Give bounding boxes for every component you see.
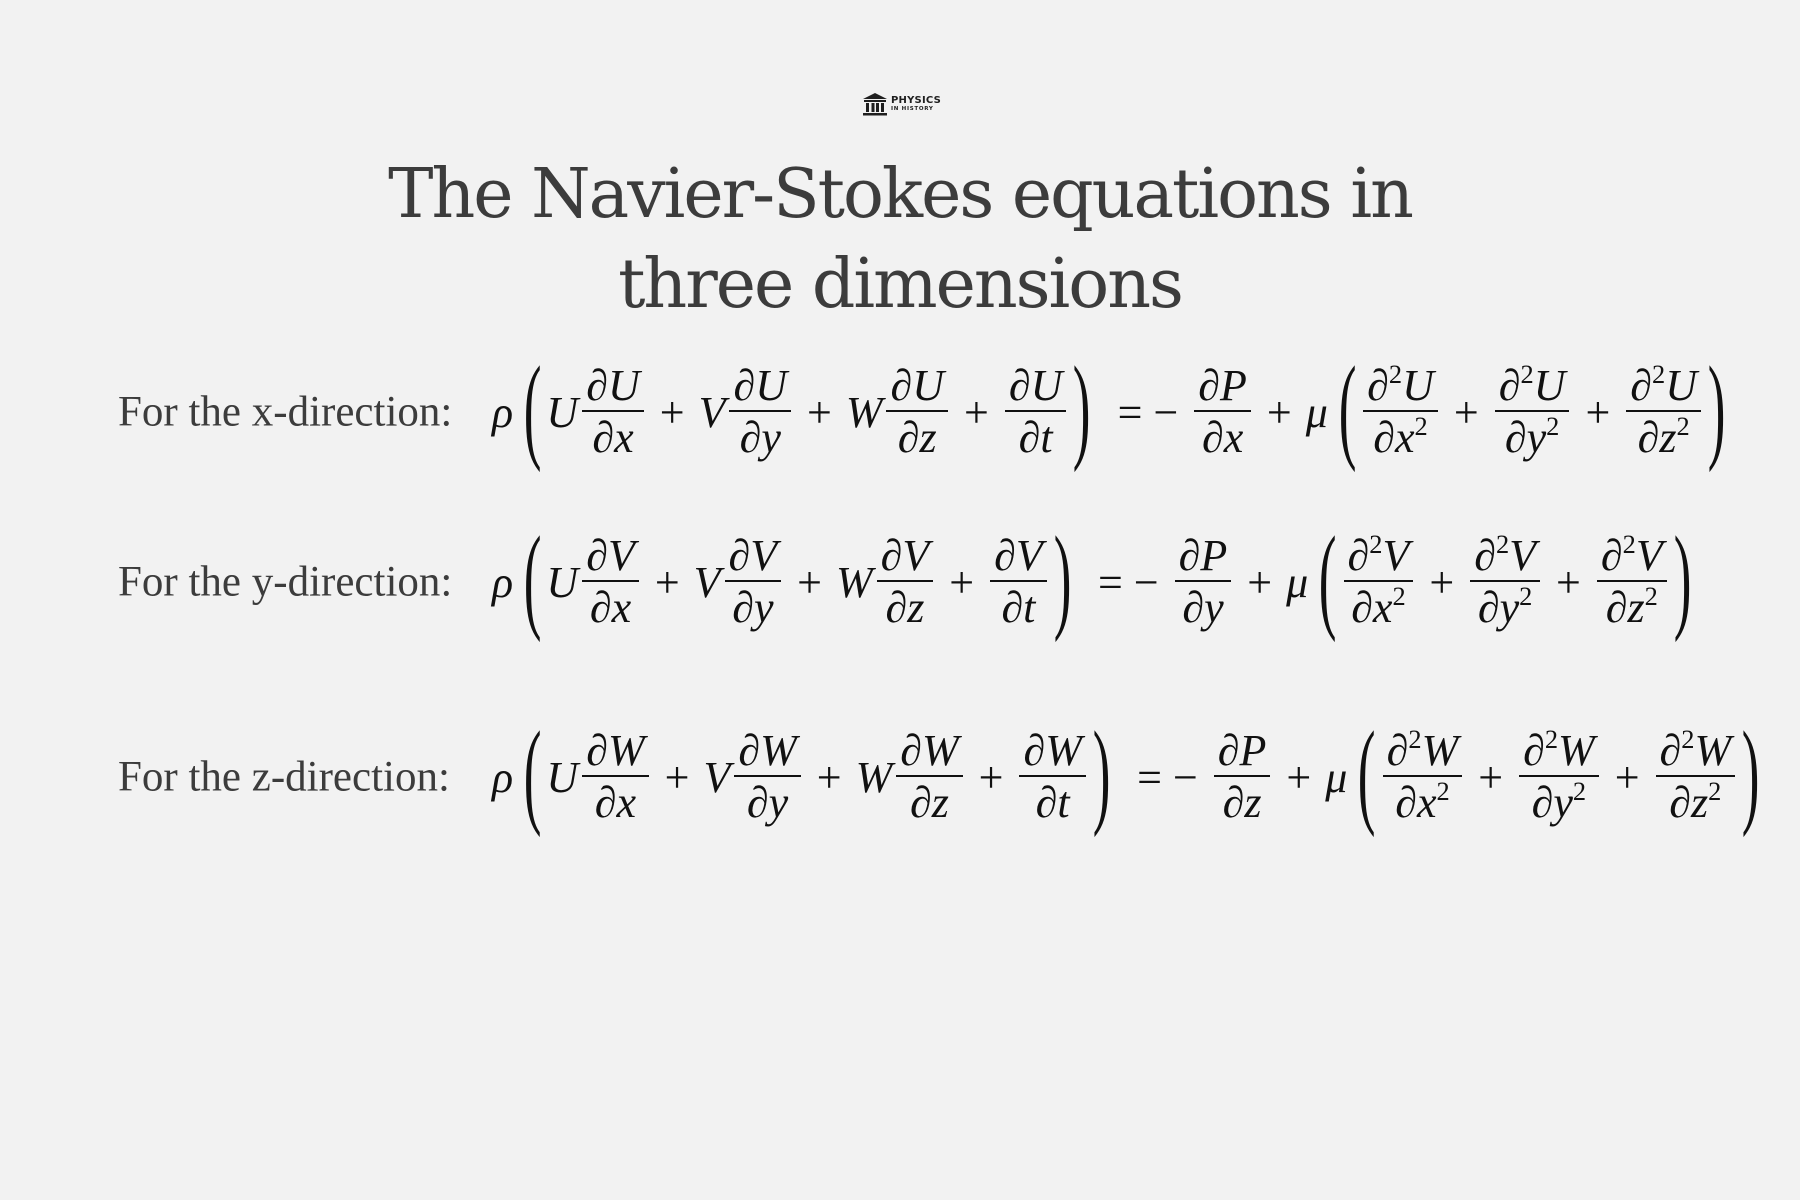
exponent: 2 xyxy=(1388,358,1403,389)
fraction-denominator: ∂y xyxy=(732,583,774,632)
fraction-numerator xyxy=(1363,358,1438,412)
fraction-denominator: ∂t xyxy=(1018,413,1053,462)
velocity-variable: U xyxy=(1665,360,1697,410)
partial-symbol: ∂ xyxy=(1386,725,1409,775)
fraction-numerator: ∂U xyxy=(582,363,644,412)
plus-sign: + xyxy=(816,752,842,802)
partial-variable: ∂z xyxy=(1669,778,1709,827)
partial-symbol: ∂ xyxy=(1367,360,1389,410)
fraction-numerator: ∂W xyxy=(734,728,800,777)
fraction-denominator: ∂z xyxy=(897,413,937,462)
right-paren: ) xyxy=(1073,342,1091,473)
second-derivative-fraction xyxy=(1519,723,1599,827)
velocity-variable: V xyxy=(1382,530,1410,580)
fraction-denominator: ∂t xyxy=(1001,583,1036,632)
derivative-fraction xyxy=(725,530,782,632)
viscosity-symbol: μ xyxy=(1305,387,1328,437)
derivative-fraction xyxy=(729,360,791,462)
fraction-denominator: ∂x xyxy=(592,413,634,462)
fraction-numerator: ∂W xyxy=(896,728,962,777)
left-paren: ( xyxy=(1319,512,1337,643)
plus-sign: + xyxy=(1478,752,1504,802)
velocity-variable: W xyxy=(1421,725,1459,775)
right-paren: ) xyxy=(1053,512,1072,643)
exponent: 2 xyxy=(1436,775,1450,806)
viscous-terms xyxy=(1342,528,1669,632)
plus-sign: + xyxy=(949,557,975,607)
partial-symbol: ∂ xyxy=(1498,360,1521,410)
fraction-denominator: ∂z xyxy=(1222,778,1262,827)
exponent: 2 xyxy=(1546,410,1560,441)
fraction-numerator: ∂P xyxy=(1214,728,1271,777)
exponent: 2 xyxy=(1392,580,1406,611)
exponent: 2 xyxy=(1544,723,1559,754)
equation-row xyxy=(0,707,1800,838)
fraction-numerator: ∂W xyxy=(582,728,648,777)
exponent: 2 xyxy=(1572,775,1587,806)
viscosity-symbol: μ xyxy=(1286,557,1309,607)
fraction-numerator: ∂V xyxy=(990,533,1047,582)
velocity-variable: W xyxy=(1558,725,1595,775)
fraction-denominator xyxy=(1474,582,1536,631)
convective-terms xyxy=(546,360,1068,462)
derivative-fraction xyxy=(990,530,1047,632)
velocity-coefficient: U xyxy=(546,557,579,607)
second-derivative-fraction xyxy=(1626,358,1701,462)
fraction-numerator xyxy=(1344,528,1414,582)
derivative-fraction xyxy=(1019,725,1085,827)
exponent: 2 xyxy=(1622,528,1636,559)
fraction-denominator xyxy=(1391,777,1453,826)
velocity-coefficient: V xyxy=(693,557,721,607)
derivative-fraction xyxy=(877,530,934,632)
second-derivative-fraction xyxy=(1656,723,1736,827)
right-paren: ) xyxy=(1092,707,1111,838)
partial-symbol: ∂ xyxy=(1474,530,1496,580)
partial-symbol: ∂ xyxy=(1347,530,1370,580)
second-derivative-fraction xyxy=(1495,358,1570,462)
plus-sign: + xyxy=(654,557,680,607)
fraction-numerator: ∂U xyxy=(886,363,948,412)
plus-sign: + xyxy=(978,752,1004,802)
velocity-variable: V xyxy=(1635,530,1663,580)
density-symbol: ρ xyxy=(492,752,514,802)
pressure-gradient-fraction xyxy=(1175,530,1232,632)
partial-variable: ∂y xyxy=(1504,413,1547,462)
museum-building-icon xyxy=(862,92,888,116)
density-symbol: ρ xyxy=(492,557,514,607)
right-paren: ) xyxy=(1673,512,1692,643)
fraction-denominator xyxy=(1602,582,1662,631)
fraction-numerator xyxy=(1495,358,1570,412)
exponent: 2 xyxy=(1369,528,1383,559)
velocity-coefficient: U xyxy=(546,387,579,437)
plus-sign: + xyxy=(806,387,832,437)
fraction-denominator xyxy=(1501,412,1563,461)
velocity-coefficient: W xyxy=(836,557,873,607)
right-paren: ) xyxy=(1707,342,1726,473)
equals-sign: = − xyxy=(1137,752,1198,802)
logo-line-2: IN HISTORY xyxy=(891,105,934,112)
velocity-coefficient: W xyxy=(845,387,883,437)
partial-variable: ∂x xyxy=(1373,413,1415,462)
fraction-denominator: ∂z xyxy=(885,583,925,632)
fraction-numerator: ∂U xyxy=(729,363,791,412)
exponent: 2 xyxy=(1652,358,1666,389)
second-derivative-fraction xyxy=(1597,528,1667,632)
fraction-denominator: ∂t xyxy=(1035,778,1070,827)
fraction-denominator: ∂z xyxy=(909,778,949,827)
fraction-denominator: ∂y xyxy=(746,778,789,827)
plus-sign: + xyxy=(664,752,690,802)
plus-sign: + xyxy=(797,557,822,607)
plus-sign: + xyxy=(1614,752,1640,802)
exponent: 2 xyxy=(1676,410,1690,441)
equals-sign: = − xyxy=(1098,557,1159,607)
equation-row xyxy=(0,512,1800,643)
viscous-terms xyxy=(1361,358,1703,462)
equation-formula xyxy=(492,342,1730,473)
exponent: 2 xyxy=(1408,723,1422,754)
fraction-denominator: ∂y xyxy=(739,413,781,462)
partial-variable: ∂y xyxy=(1477,583,1520,632)
plus-sign: + xyxy=(1556,557,1581,607)
partial-variable: ∂x xyxy=(1395,778,1437,827)
logo-line-1: PHYSICS xyxy=(891,94,941,106)
viscosity-symbol: μ xyxy=(1325,752,1348,802)
viscous-terms xyxy=(1381,723,1737,827)
fraction-numerator xyxy=(1470,528,1540,582)
derivative-fraction xyxy=(582,530,639,632)
fraction-numerator xyxy=(1383,723,1463,777)
equation-row xyxy=(0,342,1800,473)
partial-symbol: ∂ xyxy=(1600,530,1623,580)
fraction-numerator: ∂V xyxy=(582,533,639,582)
logo-wordmark xyxy=(891,96,941,113)
exponent: 2 xyxy=(1519,580,1533,611)
second-derivative-fraction xyxy=(1383,723,1463,827)
physics-in-history-logo xyxy=(862,92,941,116)
exponent: 2 xyxy=(1495,528,1510,559)
velocity-coefficient: U xyxy=(546,752,579,802)
second-derivative-fraction xyxy=(1470,528,1540,632)
plus-sign: + xyxy=(1429,557,1455,607)
exponent: 2 xyxy=(1644,580,1658,611)
fraction-denominator xyxy=(1634,412,1694,461)
velocity-variable: U xyxy=(1533,360,1566,410)
plus-sign: + xyxy=(1453,387,1479,437)
exponent: 2 xyxy=(1681,723,1695,754)
exponent: 2 xyxy=(1520,358,1534,389)
right-paren: ) xyxy=(1741,707,1760,838)
plus-sign: + xyxy=(1286,752,1312,802)
velocity-coefficient: V xyxy=(703,752,731,802)
plus-sign: + xyxy=(659,387,685,437)
left-paren: ( xyxy=(523,512,542,643)
left-paren: ( xyxy=(523,342,542,473)
fraction-denominator: ∂x xyxy=(594,778,637,827)
left-paren: ( xyxy=(1338,342,1357,473)
exponent: 2 xyxy=(1708,775,1722,806)
fraction-numerator xyxy=(1519,723,1599,777)
exponent: 2 xyxy=(1414,410,1428,441)
equals-sign: = − xyxy=(1117,387,1179,437)
fraction-denominator: ∂y xyxy=(1182,583,1224,632)
derivative-fraction xyxy=(896,725,962,827)
partial-variable: ∂y xyxy=(1531,778,1573,827)
fraction-numerator xyxy=(1656,723,1736,777)
equation-label: For the y-direction: xyxy=(118,558,453,606)
fraction-denominator: ∂x xyxy=(589,583,632,632)
fraction-numerator xyxy=(1597,528,1667,582)
pressure-gradient-fraction xyxy=(1214,725,1271,827)
velocity-variable: W xyxy=(1694,725,1732,775)
derivative-fraction xyxy=(1005,360,1067,462)
derivative-fraction xyxy=(734,725,800,827)
fraction-numerator xyxy=(1626,358,1701,412)
equation-formula xyxy=(492,512,1696,643)
fraction-numerator: ∂V xyxy=(877,533,934,582)
fraction-denominator xyxy=(1665,777,1725,826)
plus-sign: + xyxy=(1266,387,1292,437)
page-title: The Navier-Stokes equations in three dimensions xyxy=(388,155,1412,324)
plus-sign: + xyxy=(1247,557,1273,607)
fraction-numerator: ∂P xyxy=(1175,533,1232,582)
partial-symbol: ∂ xyxy=(1523,725,1545,775)
fraction-numerator: ∂W xyxy=(1019,728,1085,777)
left-paren: ( xyxy=(1358,707,1376,838)
derivative-fraction xyxy=(886,360,948,462)
second-derivative-fraction xyxy=(1363,358,1438,462)
convective-terms xyxy=(546,725,1087,827)
equation-label: For the z-direction: xyxy=(118,753,450,801)
fraction-numerator: ∂V xyxy=(725,533,782,582)
partial-variable: ∂z xyxy=(1605,583,1645,632)
fraction-numerator: ∂P xyxy=(1194,363,1251,412)
partial-symbol: ∂ xyxy=(1630,360,1653,410)
fraction-numerator: ∂U xyxy=(1005,363,1067,412)
left-paren: ( xyxy=(523,707,542,838)
second-derivative-fraction xyxy=(1344,528,1414,632)
velocity-coefficient: W xyxy=(855,752,893,802)
velocity-coefficient: V xyxy=(698,387,726,437)
velocity-variable: V xyxy=(1509,530,1537,580)
fraction-denominator xyxy=(1528,777,1590,826)
density-symbol: ρ xyxy=(492,387,514,437)
derivative-fraction xyxy=(582,360,644,462)
partial-variable: ∂x xyxy=(1351,583,1393,632)
velocity-variable: U xyxy=(1402,360,1434,410)
plus-sign: + xyxy=(964,387,989,437)
partial-symbol: ∂ xyxy=(1659,725,1682,775)
equation-formula xyxy=(492,707,1764,838)
derivative-fraction xyxy=(582,725,648,827)
equation-label: For the x-direction: xyxy=(118,388,453,436)
fraction-denominator xyxy=(1347,582,1409,631)
fraction-denominator: ∂x xyxy=(1201,413,1244,462)
fraction-denominator xyxy=(1369,412,1431,461)
partial-variable: ∂z xyxy=(1637,413,1677,462)
pressure-gradient-fraction xyxy=(1194,360,1251,462)
plus-sign: + xyxy=(1585,387,1611,437)
convective-terms xyxy=(546,530,1048,632)
